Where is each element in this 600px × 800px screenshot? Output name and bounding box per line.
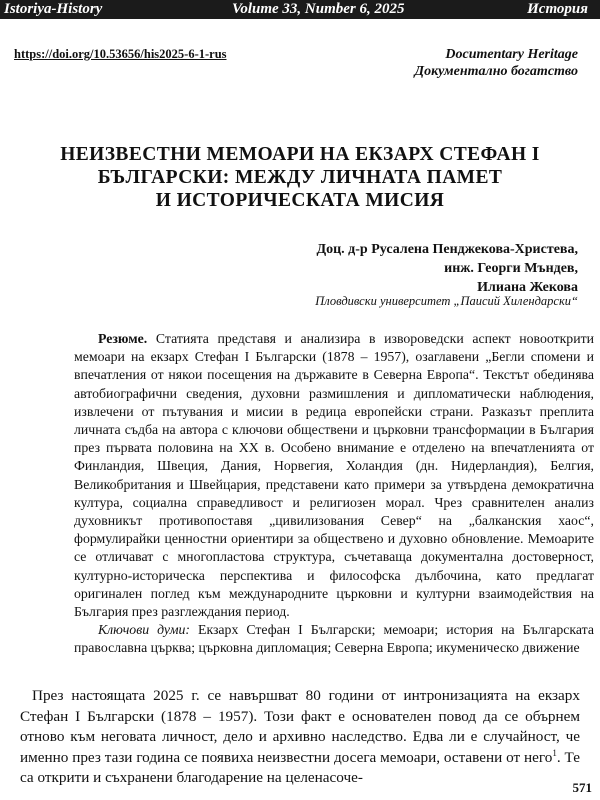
body-paragraph (20, 686, 580, 789)
body-text-tail: . Те са открити и съхранени благодарение на целенасоче- (20, 748, 580, 786)
doi-link[interactable]: https://doi.org/10.53656/his2025-6-1-rus (14, 47, 227, 61)
journal-header (0, 0, 600, 19)
abstract-paragraph (74, 330, 594, 621)
body-text (20, 686, 580, 789)
section-en: Documentary Heritage (445, 47, 578, 62)
journal-volume: Volume 33, Number 6, 2025 (232, 1, 405, 17)
author-affiliation: Пловдивски университет „Паисий Хилендарски“ (315, 294, 578, 308)
article-title (30, 143, 570, 212)
abstract-label: Резюме. (98, 331, 148, 346)
keywords-text: Екзарх Стефан I Български; мемоари; история на Българската православна църква; църковна дипломация; Северна Европа; икуменическо движение (74, 622, 594, 656)
author-3: Илиана Жекова (477, 280, 578, 295)
section-heading (415, 46, 578, 80)
abstract-text: Статията представя и анализира в извороведски аспект новооткрити мемоари на екзарх Стефан I Български (1878 – 1957), озаглавени „Бегли спомени и впечатления от някои посещения на държавите в Северна Европа“. Текстът обединява автобиографични сведения, духовни размишления и дипломатически наблюдения, извлечени от пътувания и мисии в редица европейски страни. Разказът преплита личната съдба на автора с ключови обществени и църковни трансформации в България през първата половина на XX в. Особено внимание е отделено на впечатленията от Финландия, Швеция, Дания, Норвегия, Холандия (дн. Нидерландия), Белгия, Великобритания и Швейцария, представени като примери за утвърдена демократична култура, социална справедливост и религиозен морал. Чрез сравнителен анализ духовникът противопоставя „цивилизования Север“ на „балканския хаос“, формулирайки ценностни ориентири за обществено и духовно обновление. Мемоарите се отличават с многопластова структура, съчетаваща документална достоверност, културно-историческа перспектива и философска дълбочина, като предлагат оригинален поглед към международните църковни и културни взаимодействия на България през разглеждания период. (74, 331, 594, 620)
footnote-marker[interactable]: 1 (552, 747, 557, 758)
author-2: инж. Георги Мъндев, (444, 261, 578, 276)
author-list (316, 240, 578, 297)
title-line-3: И ИСТОРИЧЕСКАТА МИСИЯ (155, 190, 445, 211)
author-1: Доц. д-р Русалена Пенджекова-Христева, (316, 242, 578, 257)
abstract-block (74, 330, 594, 658)
journal-name-bg: История (527, 1, 588, 17)
keywords-label: Ключови думи: (98, 622, 190, 638)
journal-name: Istoriya-History (4, 1, 103, 17)
section-bg: Документално богатство (414, 64, 578, 79)
title-line-1: НЕИЗВЕСТНИ МЕМОАРИ НА ЕКЗАРХ СТЕФАН I (60, 144, 540, 165)
page-number: 571 (572, 780, 592, 795)
title-line-2: БЪЛГАРСКИ: МЕЖДУ ЛИЧНАТА ПАМЕТ (97, 167, 503, 188)
keywords-paragraph (74, 621, 594, 657)
body-text-main: През настоящата 2025 г. се навършват 80 години от интронизацията на екзарх Стефан I Български (1878 – 1957). Този факт е основателен повод да се обърнем отново към неговата личност, дело и архивно наследство. Едва ли е случайност, че именно през тази година се появиха неизвестни досега мемоари, оставени от него (20, 687, 580, 766)
